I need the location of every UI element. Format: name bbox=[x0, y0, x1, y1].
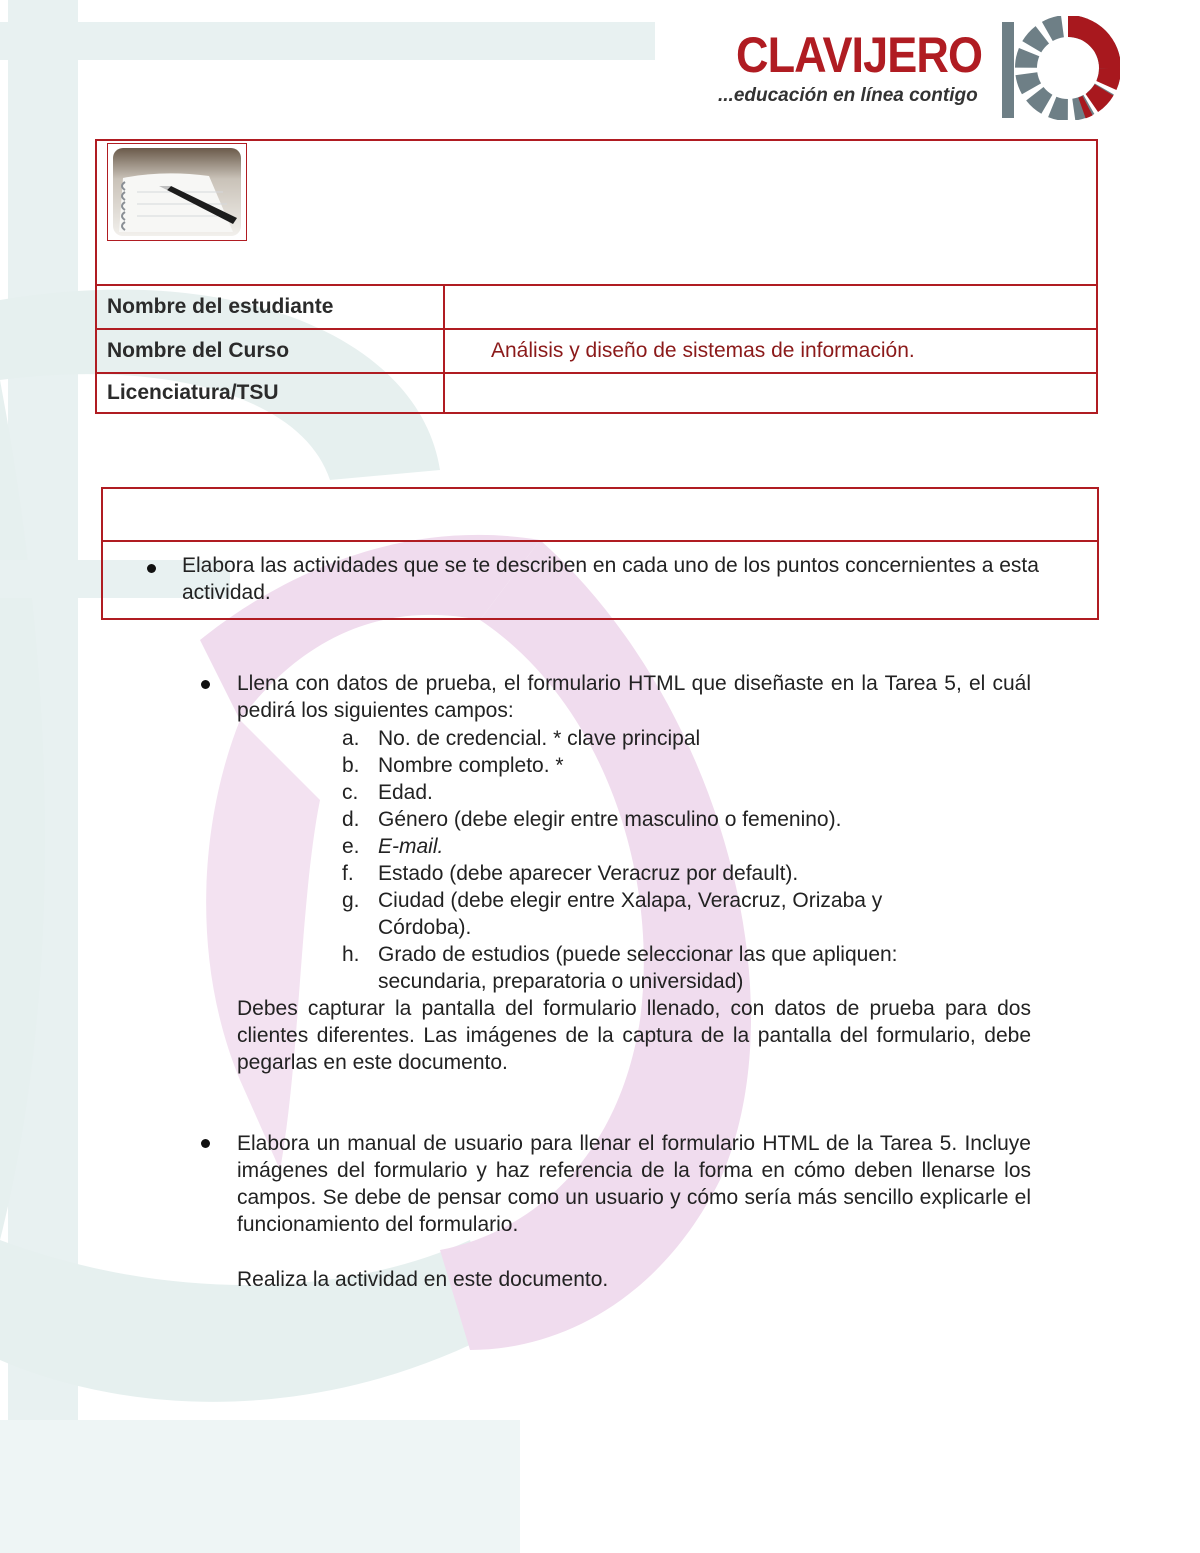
clavijero-logo bbox=[712, 12, 1122, 122]
student-info-table bbox=[95, 139, 1098, 414]
list-letter: c. bbox=[342, 781, 359, 804]
field-education: Grado de estudios (puede seleccionar las que apliquen: secundaria, preparatoria o universidad) bbox=[378, 943, 898, 993]
logo-ring-icon bbox=[1002, 16, 1120, 120]
bullet-icon bbox=[201, 1139, 210, 1148]
list-item bbox=[340, 887, 953, 941]
instructions-box bbox=[101, 487, 1099, 620]
course-name-value: Análisis y diseño de sistemas de información. bbox=[444, 329, 1097, 373]
list-item bbox=[340, 833, 980, 860]
form-fields-list bbox=[340, 725, 980, 995]
student-name-value bbox=[444, 285, 1097, 329]
course-name-label: Nombre del Curso bbox=[96, 329, 444, 373]
instructions-bullet-text: Elabora las actividades que se te describen en cada uno de los puntos concernientes a esta actividad. bbox=[182, 554, 1039, 604]
instructions-title bbox=[103, 489, 1097, 542]
table-row bbox=[96, 285, 1097, 329]
list-item bbox=[340, 779, 980, 806]
list-letter: h. bbox=[342, 943, 360, 966]
logo-wordmark: CLAVIJERO bbox=[736, 27, 983, 83]
notebook-photo bbox=[107, 143, 247, 241]
field-credential: No. de credencial. * clave principal bbox=[378, 727, 701, 750]
list-letter: e. bbox=[342, 835, 360, 858]
list-letter: b. bbox=[342, 754, 360, 777]
table-row bbox=[96, 373, 1097, 413]
list-letter: a. bbox=[342, 727, 360, 750]
list-item bbox=[340, 752, 980, 779]
list-letter: d. bbox=[342, 808, 360, 831]
instructions-body bbox=[103, 542, 1097, 618]
activity-1-intro: Llena con datos de prueba, el formulario HTML que diseñaste en la Tarea 5, el cuál pedirá los siguientes campos: bbox=[237, 672, 1031, 722]
bullet-icon bbox=[201, 680, 210, 689]
list-item bbox=[340, 860, 980, 887]
degree-value bbox=[444, 373, 1097, 413]
header-image-cell bbox=[96, 140, 1097, 285]
notebook-pen-image bbox=[113, 148, 241, 236]
student-name-label: Nombre del estudiante bbox=[96, 285, 444, 329]
list-item bbox=[340, 941, 978, 995]
field-email: E-mail. bbox=[378, 835, 444, 858]
field-gender: Género (debe elegir entre masculino o femenino). bbox=[378, 808, 842, 831]
degree-label: Licenciatura/TSU bbox=[96, 373, 444, 413]
list-letter: g. bbox=[342, 889, 360, 912]
field-state: Estado (debe aparecer Veracruz por default). bbox=[378, 862, 799, 885]
activity-2-text: Elabora un manual de usuario para llenar el formulario HTML de la Tarea 5. Incluye imágenes del formulario y haz referencia de la forma en cómo deben llenarse los campos. Se debe de pensar como un usuario y cómo sería más sencillo explicarle el funcionamiento del formulario. bbox=[237, 1132, 1031, 1236]
bullet-icon bbox=[147, 564, 156, 573]
field-age: Edad. bbox=[378, 781, 433, 804]
field-full-name: Nombre completo. * bbox=[378, 754, 564, 777]
table-row bbox=[96, 329, 1097, 373]
list-item bbox=[340, 806, 980, 833]
activity-1-note: Debes capturar la pantalla del formulario llenado, con datos de prueba para dos clientes diferentes. Las imágenes de la captura de la pantalla del formulario, debe pegarlas en este documento. bbox=[237, 997, 1031, 1074]
field-city: Ciudad (debe elegir entre Xalapa, Veracruz, Orizaba y Córdoba). bbox=[378, 889, 883, 939]
logo-tagline: ...educación en línea contigo bbox=[718, 85, 978, 106]
list-item bbox=[340, 725, 980, 752]
activity-2-closing: Realiza la actividad en este documento. bbox=[237, 1268, 609, 1291]
list-letter: f. bbox=[342, 862, 354, 885]
